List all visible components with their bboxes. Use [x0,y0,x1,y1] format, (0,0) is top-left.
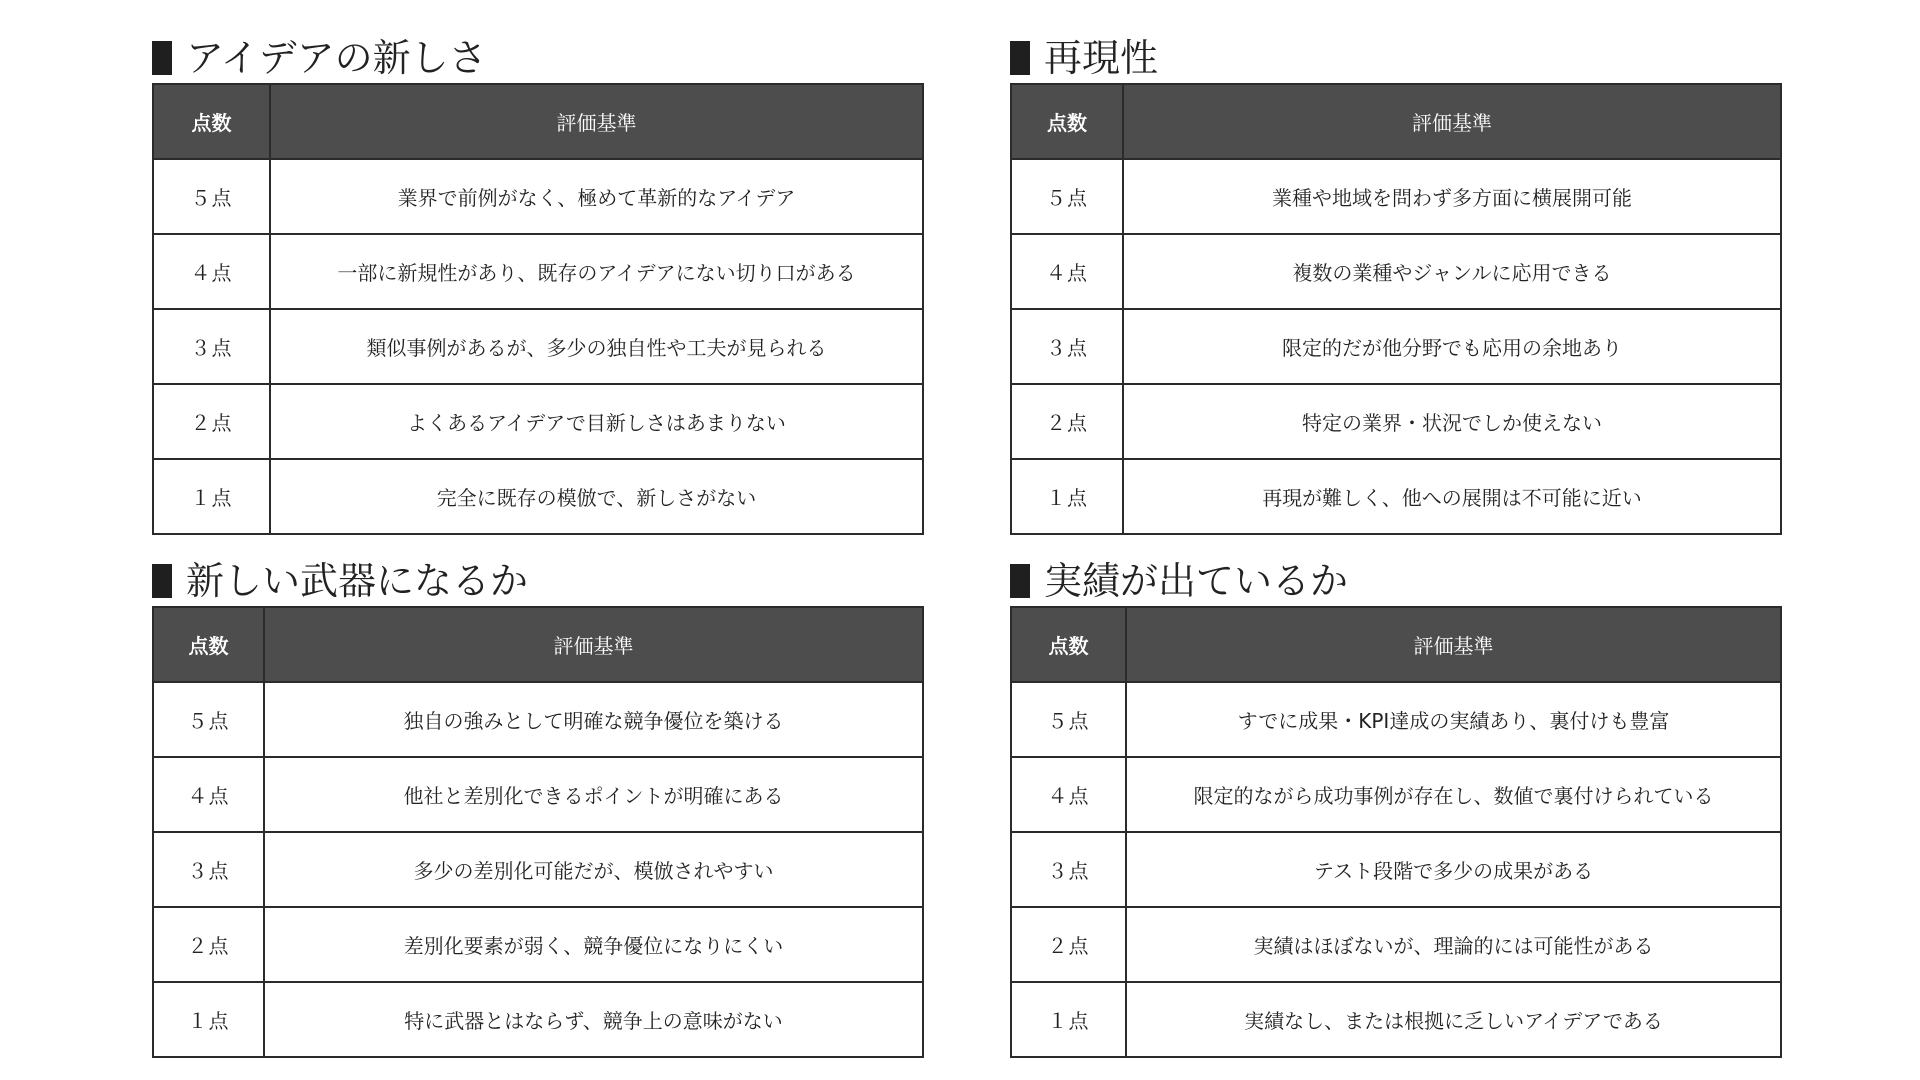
criteria-cell: 限定的だが他分野でも応用の余地あり [1123,309,1781,384]
criteria-cell: 業界で前例がなく、極めて革新的なアイデア [270,159,923,234]
table-row [153,907,923,982]
section-track-record [1010,561,1782,1058]
score-cell: １点 [1011,982,1126,1057]
table-row [153,982,923,1057]
table-header-row [1011,607,1781,682]
table-row [153,459,923,534]
table-row [1011,309,1781,384]
section-heading [152,38,924,78]
table-row [1011,982,1781,1057]
criteria-cell: 複数の業種やジャンルに応用できる [1123,234,1781,309]
section-heading [152,561,924,601]
score-cell: ５点 [1011,682,1126,757]
table-row [1011,682,1781,757]
score-cell: ３点 [1011,309,1123,384]
criteria-cell: 業種や地域を問わず多方面に横展開可能 [1123,159,1781,234]
table-row [1011,907,1781,982]
criteria-cell: 差別化要素が弱く、競争優位になりにくい [264,907,923,982]
heading-marker-block [152,41,172,75]
criteria-table [1010,606,1782,1058]
score-cell: ３点 [1011,832,1126,907]
table-row [1011,234,1781,309]
heading-marker-block [152,564,172,598]
score-cell: ４点 [1011,757,1126,832]
criteria-cell: 一部に新規性があり、既存のアイデアにない切り口がある [270,234,923,309]
section-title: 実績が出ているか [1044,559,1349,603]
score-cell: １点 [1011,459,1123,534]
table-row [153,757,923,832]
criteria-cell: 再現が難しく、他への展開は不可能に近い [1123,459,1781,534]
criteria-cell: 特定の業界・状況でしか使えない [1123,384,1781,459]
score-cell: ２点 [1011,907,1126,982]
score-cell: ５点 [1011,159,1123,234]
criteria-cell: 多少の差別化可能だが、模倣されやすい [264,832,923,907]
criteria-column-header: 評価基準 [1123,84,1781,159]
table-row [1011,384,1781,459]
criteria-cell: テスト段階で多少の成果がある [1126,832,1781,907]
score-cell: ２点 [153,907,264,982]
section-new-weapon [152,561,924,1058]
score-cell: ２点 [1011,384,1123,459]
heading-marker-block [1010,564,1030,598]
criteria-cell: 類似事例があるが、多少の独自性や工夫が見られる [270,309,923,384]
table-row [153,159,923,234]
table-row [153,384,923,459]
criteria-cell: 特に武器とはならず、競争上の意味がない [264,982,923,1057]
score-cell: ４点 [153,757,264,832]
score-cell: １点 [153,982,264,1057]
table-row [153,682,923,757]
heading-marker-block [1010,41,1030,75]
section-title: アイデアの新しさ [186,36,487,80]
table-row [153,832,923,907]
criteria-cell: 他社と差別化できるポイントが明確にある [264,757,923,832]
score-cell: ５点 [153,159,270,234]
score-cell: ５点 [153,682,264,757]
score-column-header: 点数 [153,84,270,159]
section-heading [1010,38,1782,78]
table-row [153,234,923,309]
criteria-table [152,83,924,535]
criteria-cell: よくあるアイデアで目新しさはあまりない [270,384,923,459]
criteria-cell: 完全に既存の模倣で、新しさがない [270,459,923,534]
criteria-cell: すでに成果・KPI達成の実績あり、裏付けも豊富 [1126,682,1781,757]
score-cell: １点 [153,459,270,534]
score-cell: ３点 [153,832,264,907]
section-title: 再現性 [1044,36,1159,80]
table-row [1011,757,1781,832]
section-reproducibility [1010,38,1782,535]
section-heading [1010,561,1782,601]
score-cell: ３点 [153,309,270,384]
score-column-header: 点数 [153,607,264,682]
criteria-table [152,606,924,1058]
criteria-cell: 独自の強みとして明確な競争優位を築ける [264,682,923,757]
section-title: 新しい武器になるか [186,559,529,603]
table-row [153,309,923,384]
criteria-cell: 限定的ながら成功事例が存在し、数値で裏付けられている [1126,757,1781,832]
section-idea-novelty [152,38,924,535]
table-row [1011,459,1781,534]
table-header-row [153,84,923,159]
score-cell: ２点 [153,384,270,459]
criteria-table [1010,83,1782,535]
table-header-row [1011,84,1781,159]
criteria-cell: 実績なし、または根拠に乏しいアイデアである [1126,982,1781,1057]
score-cell: ４点 [153,234,270,309]
score-column-header: 点数 [1011,84,1123,159]
criteria-column-header: 評価基準 [270,84,923,159]
criteria-column-header: 評価基準 [1126,607,1781,682]
table-header-row [153,607,923,682]
criteria-cell: 実績はほぼないが、理論的には可能性がある [1126,907,1781,982]
table-row [1011,832,1781,907]
score-column-header: 点数 [1011,607,1126,682]
score-cell: ４点 [1011,234,1123,309]
criteria-column-header: 評価基準 [264,607,923,682]
table-row [1011,159,1781,234]
